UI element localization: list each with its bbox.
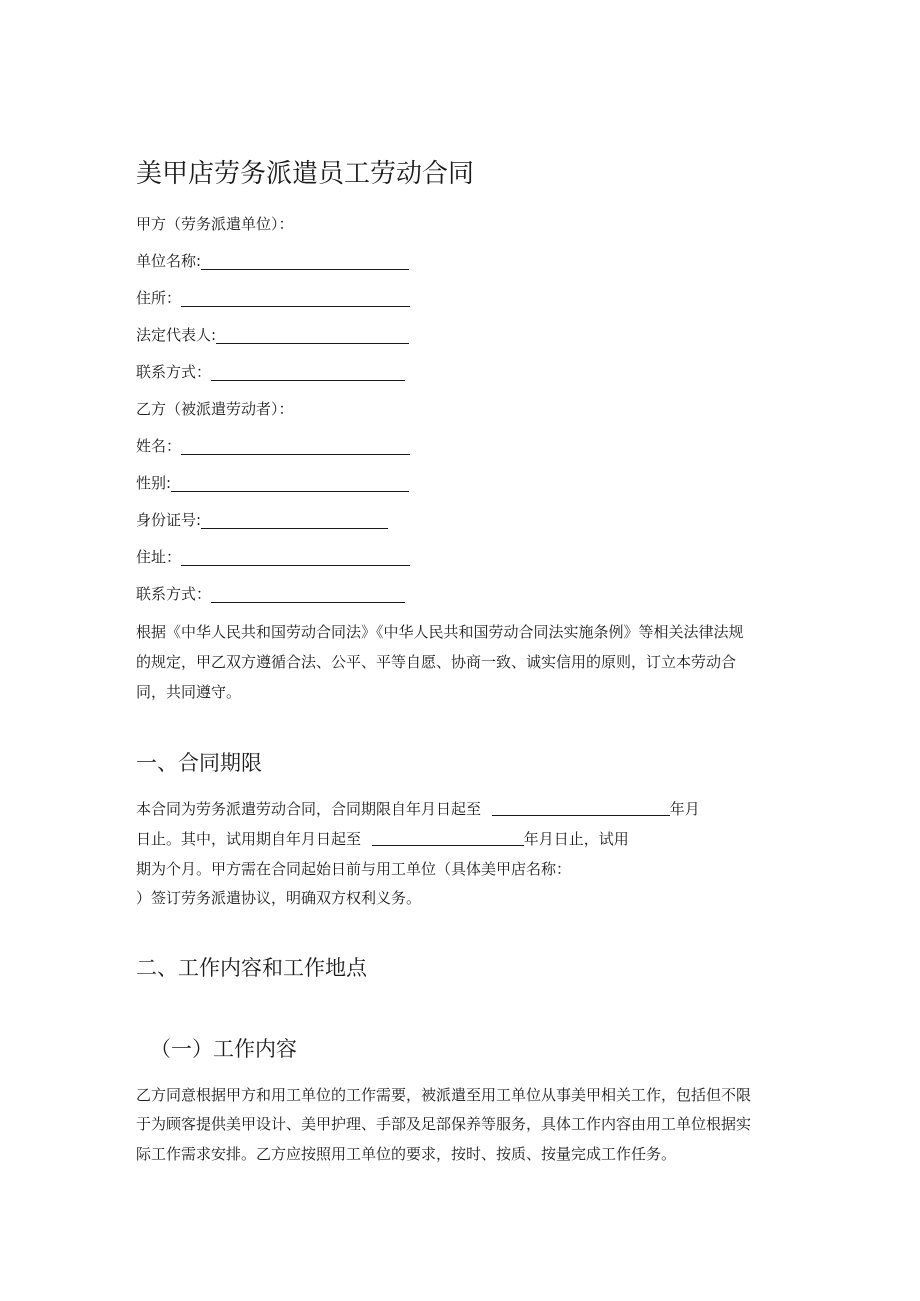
b-address-label: 住址： [136,548,182,566]
section-2-heading: 二、工作内容和工作地点 [136,956,367,980]
section-1-heading: 一、合同期限 [136,751,262,775]
address-blank [181,290,410,307]
party-b-contact-field [136,583,405,605]
address-label: 住所： [136,289,182,307]
preamble-line-2: 的规定，甲乙双方遵循合法、公平、平等自愿、协商一致、诚实信用的原则，订立本劳动合 [136,653,737,671]
name-label: 姓名： [136,437,182,455]
party-a-heading: 甲方（劳务派遣单位）： [136,215,294,233]
document-title: 美甲店劳务派遣员工劳动合同 [136,159,475,189]
contact-label: 联系方式： [136,363,212,381]
party-b-name-field [136,435,410,457]
id-label: 身份证号: [136,511,202,529]
sub1-line-1: 乙方同意根据甲方和用工单位的工作需要，被派遣至用工单位从事美甲相关工作，包括但不限 [136,1086,752,1104]
s1-probation-end-blank [372,830,524,846]
party-a-legal-rep-field [136,324,409,346]
b-contact-label: 联系方式： [136,585,212,603]
b-contact-blank [211,586,405,603]
unit-name-blank [201,253,409,270]
s1-line1-start: 本合同为劳务派遣劳动合同，合同期限自年月日起至 [136,800,482,818]
party-a-unit-name-field [136,250,409,272]
contact-blank [211,364,405,381]
legal-rep-blank [216,327,409,344]
b-address-blank [181,549,410,566]
s1-end-date-blank [492,800,670,816]
party-b-id-field [136,509,388,531]
section-1-line-1 [136,798,700,820]
legal-rep-label: 法定代表人: [136,326,217,344]
party-a-address-field [136,287,410,309]
name-blank [181,438,410,455]
party-b-heading: 乙方（被派遣劳动者）： [136,400,294,418]
section-1-line-4: ）签订劳务派遣协议，明确双方权利义务。 [136,889,422,907]
party-b-gender-field [136,472,409,494]
id-blank [201,512,388,529]
unit-name-label: 单位名称: [136,252,202,270]
section-1-line-2 [136,828,629,850]
sub1-line-2: 于为顾客提供美甲设计、美甲护理、手部及足部保养等服务，具体工作内容由用工单位根据实 [136,1115,752,1133]
preamble-line-1: 根据《中华人民共和国劳动合同法》《中华人民共和国劳动合同法实施条例》等相关法律法规 [136,623,744,641]
s1-line2-start: 日止。其中，试用期自年月日起至 [136,830,362,848]
gender-blank [171,475,409,492]
sub1-line-3: 际工作需求安排。乙方应按照用工单位的要求，按时、按质、按量完成工作任务。 [136,1145,677,1163]
party-b-address-field [136,546,410,568]
party-a-contact-field [136,361,405,383]
subsection-1-heading: （一）工作内容 [150,1037,297,1061]
preamble-line-3: 同，共同遵守。 [136,683,242,701]
s1-line1-end: 年月 [669,800,700,818]
gender-label: 性别: [136,474,172,492]
section-1-line-3: 期为个月。甲方需在合同起始日前与用工单位（具体美甲店名称： [136,860,572,878]
s1-line2-end: 年月日止，试用 [523,830,629,848]
